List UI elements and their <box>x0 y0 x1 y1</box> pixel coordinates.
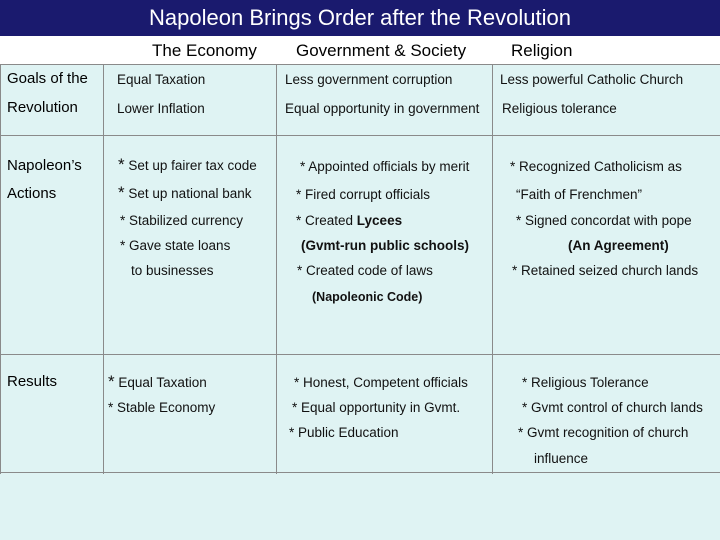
action-religion: * Recognized Catholicism as <box>510 159 682 174</box>
page-title: Napoleon Brings Order after the Revolution <box>149 5 571 30</box>
table-left-border <box>0 64 1 474</box>
row-label-goals: Revolution <box>7 99 78 116</box>
action-economy: * Set up national bank <box>118 183 252 202</box>
row-label-actions: Napoleon’s <box>7 157 82 174</box>
action-government: * Created code of laws <box>297 263 433 278</box>
row-divider <box>0 472 720 473</box>
action-government: * Fired corrupt officials <box>296 187 431 202</box>
goal-government: Less government corruption <box>285 72 453 87</box>
bullet-star: * <box>108 372 115 391</box>
row-label-results: Results <box>7 373 58 390</box>
result-religion: * Religious Tolerance <box>522 375 649 390</box>
column-divider <box>103 64 104 474</box>
action-religion: * Signed concordat with pope <box>516 213 692 228</box>
goal-religion: Religious tolerance <box>502 101 617 116</box>
column-header-religion: Religion <box>511 41 573 60</box>
result-economy: * Stable Economy <box>108 400 216 415</box>
bullet-star: * <box>118 183 125 202</box>
action-government: * Created Lycees <box>296 213 403 228</box>
action-government: (Napoleonic Code) <box>312 290 423 304</box>
row-label-actions: Actions <box>7 185 57 202</box>
action-economy: to businesses <box>131 263 214 278</box>
row-divider <box>0 64 720 65</box>
action-government: (Gvmt-run public schools) <box>301 238 470 253</box>
goal-government: Equal opportunity in government <box>285 101 480 116</box>
action-economy: * Set up fairer tax code <box>118 155 257 174</box>
action-economy: * Stabilized currency <box>120 213 244 228</box>
column-divider <box>276 64 277 474</box>
action-religion: “Faith of Frenchmen” <box>516 187 643 202</box>
bullet-star: * <box>118 155 125 174</box>
action-religion: * Retained seized church lands <box>512 263 699 278</box>
result-government: * Honest, Competent officials <box>294 375 468 390</box>
action-religion: (An Agreement) <box>568 238 669 253</box>
action-economy: * Gave state loans <box>120 238 231 253</box>
column-header-economy: The Economy <box>152 41 257 60</box>
row-divider <box>0 135 720 136</box>
goal-economy: Equal Taxation <box>117 72 206 87</box>
result-religion: * Gvmt recognition of church <box>518 425 689 440</box>
result-religion: * Gvmt control of church lands <box>522 400 703 415</box>
result-economy: * Equal Taxation <box>108 372 207 391</box>
row-divider <box>0 354 720 355</box>
goal-religion: Less powerful Catholic Church <box>500 72 684 87</box>
column-header-government: Government & Society <box>296 41 467 60</box>
column-divider <box>492 64 493 474</box>
result-government: * Equal opportunity in Gvmt. <box>292 400 461 415</box>
goal-economy: Lower Inflation <box>117 101 205 116</box>
action-government: * Appointed officials by merit <box>300 159 470 174</box>
result-government: * Public Education <box>289 425 399 440</box>
result-religion: influence <box>534 451 589 466</box>
row-label-goals: Goals of the <box>7 70 88 87</box>
